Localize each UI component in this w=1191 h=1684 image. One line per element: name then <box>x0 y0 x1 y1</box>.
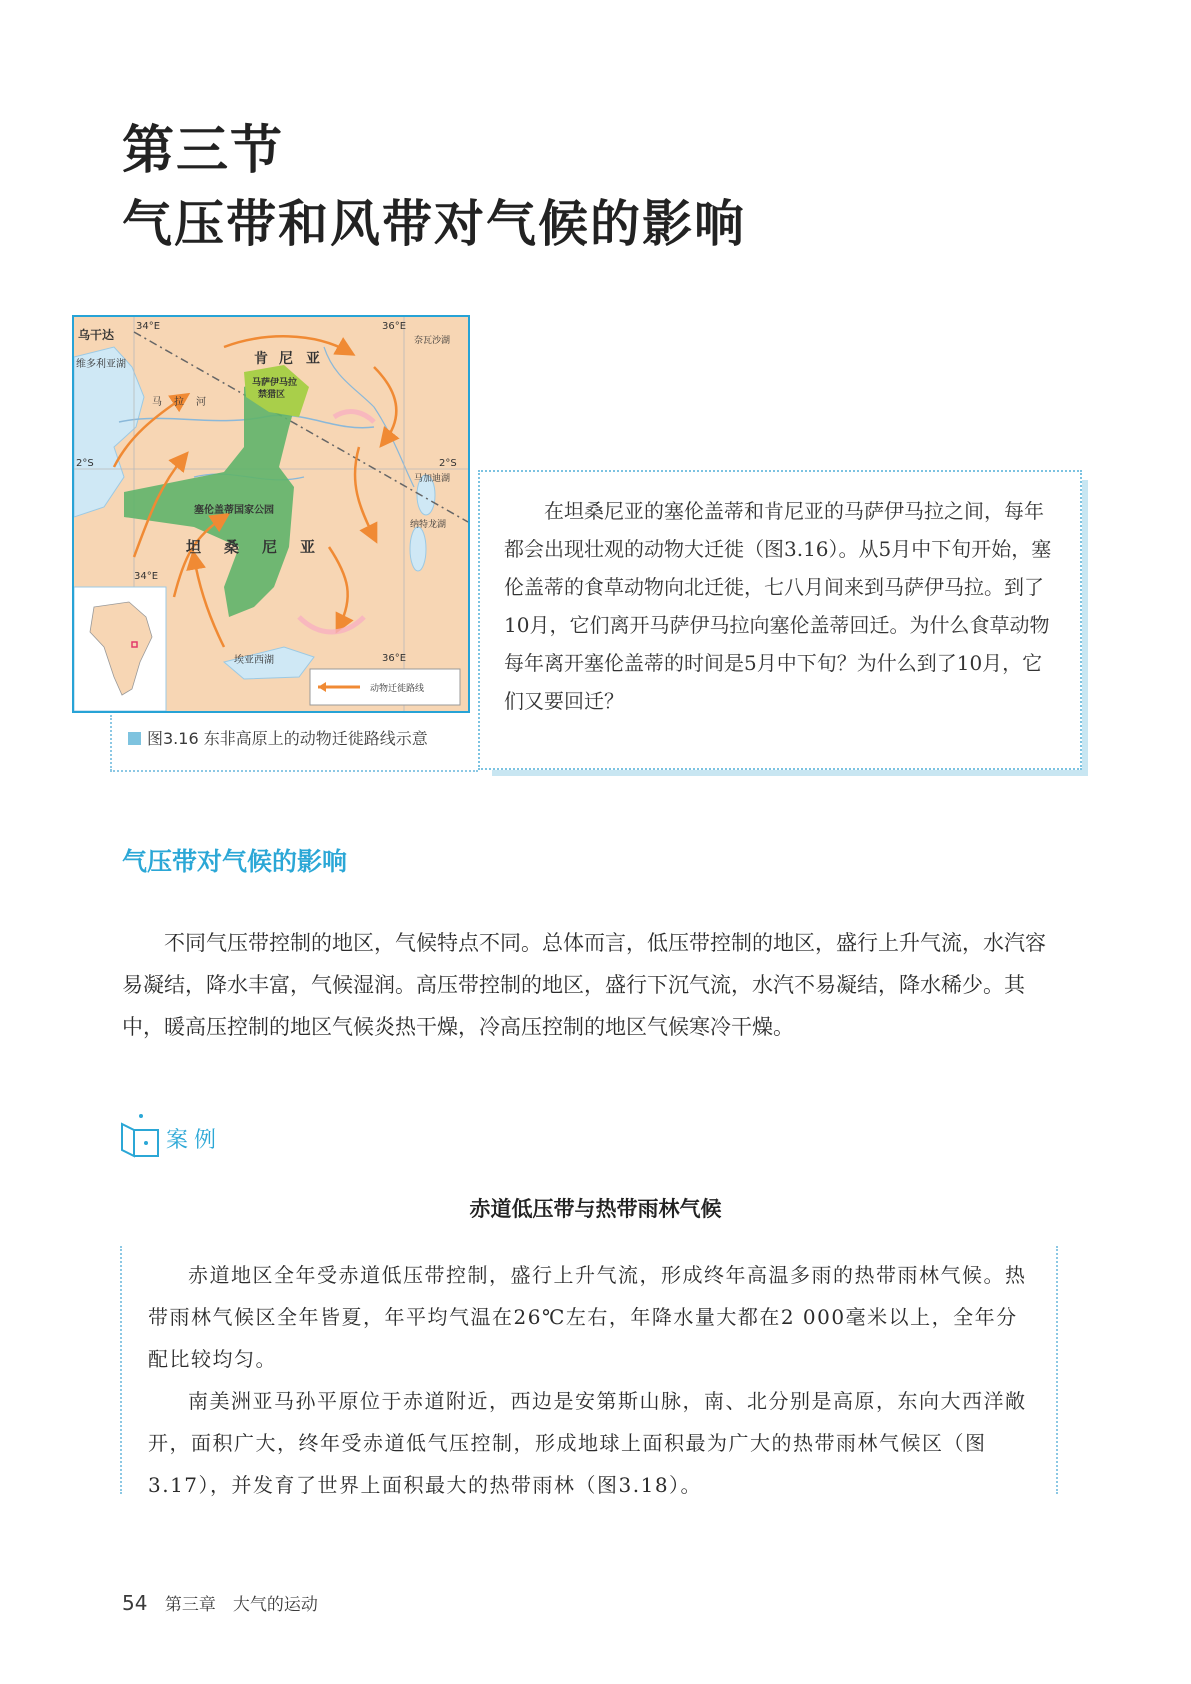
dotted-divider <box>110 715 112 771</box>
lat-label: 2°S <box>76 458 94 469</box>
dotted-divider <box>1056 1246 1058 1494</box>
country-label: 坦 <box>186 538 202 556</box>
lake-label: 埃亚西湖 <box>234 655 274 666</box>
reserve-label: 禁猎区 <box>258 390 286 400</box>
case-paragraph: 南美洲亚马孙平原位于赤道附近，西边是安第斯山脉，南、北分别是高原，东向大西洋敞开，面积广大，终年受赤道低气压控制，形成地球上面积最为广大的热带雨林气候区（图3.17），并发育了世界上面积最大的热带雨林（图3.18）。 <box>148 1389 1027 1497</box>
country-label: 尼 <box>262 538 278 556</box>
lake-label: 纳特龙湖 <box>410 520 447 530</box>
lake-natron-shape <box>410 527 426 571</box>
page-number: 54 <box>122 1591 148 1615</box>
caption-square-icon <box>128 732 141 745</box>
section-paragraph: 不同气压带控制的地区，气候特点不同。总体而言，低压带控制的地区，盛行上升气流，水汽容易凝结，降水丰富，气候湿润。高压带控制的地区，盛行下沉气流，水汽不易凝结，降水稀少。其中，暖高压控制的地区气候炎热干燥，冷高压控制的地区气候寒冷干燥。 <box>122 931 1046 1039</box>
country-label: 肯 <box>254 351 268 367</box>
question-box <box>478 470 1082 770</box>
lat-label: 2°S <box>439 458 457 469</box>
question-text: 在坦桑尼亚的塞伦盖蒂和肯尼亚的马萨伊马拉之间，每年都会出现壮观的动物大迁徙（图3.16）。从5月中下旬开始，塞伦盖蒂的食草动物向北迁徙，七八月间来到马萨伊马拉。到了10月，它们离开马萨伊马拉向塞伦盖蒂回迁。为什么食草动物每年离开塞伦盖蒂的时间是5月中下旬？为什么到了10月，它们又要回迁？ <box>504 499 1052 713</box>
lon-label: 34°E <box>134 571 159 582</box>
case-label: 案例 <box>166 1128 223 1153</box>
chapter-name: 第三章 大气的运动 <box>164 1595 318 1615</box>
country-label: 乌干达 <box>78 328 115 342</box>
migration-map <box>72 315 470 713</box>
case-paragraph: 赤道地区全年受赤道低压带控制，盛行上升气流，形成终年高温多雨的热带雨林气候。热带雨林气候区全年皆夏，年平均气温在26℃左右，年降水量大都在2 000毫米以上，全年分配比较均匀。 <box>148 1263 1027 1371</box>
park-label: 塞伦盖蒂国家公园 <box>194 505 274 516</box>
reserve-label: 马萨伊马拉 <box>252 378 298 388</box>
page-footer <box>122 1590 318 1615</box>
lon-label: 36°E <box>382 653 407 664</box>
river-label: 拉 <box>174 397 184 408</box>
river-label: 河 <box>196 397 206 408</box>
country-label: 尼 <box>279 351 293 367</box>
country-label: 亚 <box>306 351 320 367</box>
section-heading: 气压带对气候的影响 <box>122 847 348 876</box>
lake-label: 奈瓦沙湖 <box>414 336 451 346</box>
book-icon <box>118 1112 162 1164</box>
section-number: 第三节 <box>122 121 285 181</box>
figure-caption <box>128 726 428 749</box>
dotted-divider <box>120 1246 122 1494</box>
country-label: 亚 <box>300 538 316 556</box>
lake-label: 维多利亚湖 <box>76 359 126 370</box>
river-label: 马 <box>152 397 162 408</box>
legend-label: 动物迁徙路线 <box>370 684 425 694</box>
case-title: 赤道低压带与热带雨林气候 <box>469 1196 722 1221</box>
lake-label: 马加迪湖 <box>414 474 451 484</box>
lon-label: 36°E <box>382 321 407 332</box>
caption-text: 图3.16 东非高原上的动物迁徙路线示意 <box>147 729 428 748</box>
lon-label: 34°E <box>136 321 161 332</box>
page-title: 气压带和风带对气候的影响 <box>122 195 746 253</box>
country-label: 桑 <box>224 538 240 556</box>
dotted-divider <box>110 770 478 772</box>
